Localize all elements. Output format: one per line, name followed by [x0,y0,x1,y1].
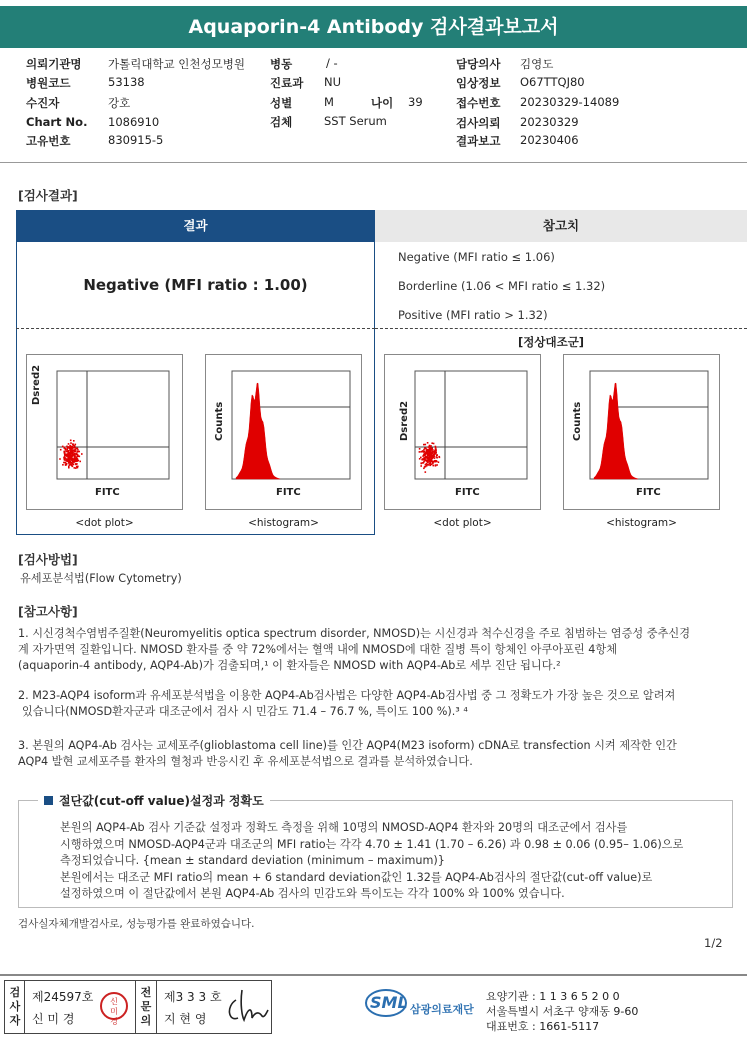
cutoff-body [60,820,720,903]
data-point [424,456,426,458]
tester-label [6,986,24,1028]
data-point [426,449,428,451]
data-point [419,451,421,453]
data-point [69,445,71,447]
data-point [75,444,77,446]
tester-seal-text: 신미경 [110,997,118,1026]
data-point [64,447,66,449]
data-point [420,462,422,464]
code-label: 병원코드 [26,76,71,90]
plot-caption: <dot plot> [75,517,134,529]
data-point [419,448,421,450]
ward-label: 병동 [270,57,293,71]
data-point [77,455,79,457]
data-point [435,449,437,451]
data-point [69,455,71,457]
data-point [77,451,79,453]
data-point [428,450,430,452]
data-point [69,462,71,464]
data-point [427,442,429,444]
cutoff-line-4: 본원에서는 대조군 MFI ratio의 mean + 6 standard deviation값인 1.32를 AQP4-Ab검사의 절단값(cut-off value)로 [60,870,653,884]
data-point [436,464,438,466]
divider [24,980,25,1034]
data-point [420,451,422,453]
data-point [425,444,427,446]
data-point [435,464,437,466]
sex-label: 성별 [270,96,293,110]
data-point [431,459,433,461]
lab-name: 삼광의료재단 [410,1003,474,1016]
data-point [68,443,70,445]
data-point [76,466,78,468]
histogram-peak [236,383,280,479]
data-point [433,465,435,467]
data-point [431,456,433,458]
note-2-line-1: 2. M23-AQP4 isoform과 유세포분석법을 이용한 AQP4-Ab검사법은 다양한 AQP4-Ab검사법 중 그 정확도가 가장 높은 것으로 알려져 [18,689,676,702]
data-point [429,463,431,465]
data-point [433,454,435,456]
data-point [75,450,77,452]
data-point [66,449,68,451]
data-point [423,468,425,470]
physician-label-text: 전문의 [140,986,152,1027]
data-point [71,446,73,448]
data-point [423,449,425,451]
reference-borderline: Borderline (1.06 < MFI ratio ≤ 1.32) [398,279,606,293]
data-point [62,446,64,448]
data-point [428,452,430,454]
data-point [423,458,425,460]
data-point [68,460,70,462]
data-point [432,449,434,451]
data-point [74,467,76,469]
sex-value: M [324,95,334,109]
y-axis-label: Counts [572,401,583,441]
hospital-label: 의뢰기관명 [26,57,82,71]
divider [156,980,157,1034]
cutoff-line-2: 시행하였으며 NMOSD-AQP4군과 대조군의 MFI ratio는 각각 4.70 ± 1.41 (1.70 – 6.26) 과 0.98 ± 0.06 (0.95– 1.06)으로 [60,837,684,851]
data-point [435,451,437,453]
data-point [62,464,64,466]
data-point [70,458,72,460]
normal-control-label: [정상대조군] [518,335,585,349]
data-point [70,440,72,442]
data-point [423,462,425,464]
data-point [75,467,77,469]
data-point [430,450,432,452]
data-point [431,448,433,450]
data-point [79,456,81,458]
data-point [77,454,79,456]
specimen-value: SST Serum [324,114,387,128]
x-axis-label: FITC [276,487,301,498]
data-point [73,440,75,442]
result-divider-right [375,328,747,329]
histogram-peak [594,383,638,479]
data-point [69,447,71,449]
data-point [421,459,423,461]
receipt-label: 접수번호 [456,96,501,110]
lab-info-2: 서울특별시 서초구 양재동 9-60 [486,1005,639,1018]
receipt-value: 20230329-14089 [520,95,620,109]
data-point [68,457,70,459]
data-point [71,456,73,458]
physician-label [137,986,155,1028]
patient-dot-plot [26,354,183,510]
data-point [64,456,66,458]
cutoff-line-3: 측정되었습니다. {mean ± standard deviation (minimum – maximum)} [60,854,445,867]
data-point [433,443,435,445]
patient-histogram [205,354,362,510]
data-point [76,460,78,462]
divider [135,980,136,1034]
data-point [69,464,71,466]
chart-value: 1086910 [108,115,160,129]
data-point [65,451,67,453]
data-point [68,466,70,468]
physician-signature-icon [222,984,270,1030]
note-1-line-1: 1. 시신경척수염범주질환(Neuromyelitis optica spectrum disorder, NMOSD)는 시신경과 척수신경을 주로 침범하는 염증성 중추신경 [18,627,690,640]
data-point [59,458,61,460]
sml-logo [364,985,480,1028]
data-point [72,447,74,449]
code-value: 53138 [108,75,145,89]
data-point [422,451,424,453]
result-column-header: 결과 [16,210,375,242]
physician-name: 지 현 영 [164,1012,207,1026]
unique-value: 830915-5 [108,133,164,147]
note-3-line-1: 3. 본원의 AQP4-Ab 검사는 교세포주(glioblastoma cell line)를 인간 AQP4(M23 isoform) cDNA로 transfection 시켜 제작한 인간 [18,739,677,752]
data-point [75,463,77,465]
data-point [74,453,76,455]
result-value: Negative (MFI ratio : 1.00) [83,276,308,294]
control-dot-plot [384,354,541,510]
data-point [73,459,75,461]
dot-cluster [59,440,82,469]
sml-logo-text: SML [370,993,408,1012]
dept-value: NU [324,75,342,89]
data-point [77,449,79,451]
data-point [426,453,428,455]
data-point [79,461,81,463]
data-point [427,455,429,457]
square-bullet-icon [44,796,53,805]
y-axis-label: Dsred2 [31,364,42,405]
data-point [427,461,429,463]
data-point [436,457,438,459]
data-point [70,453,72,455]
doctor-value: 김영도 [520,57,554,71]
request-label: 검사의뢰 [456,116,501,130]
plot-frame [415,371,527,479]
data-point [71,450,73,452]
physician-license: 제3 3 3 호 [164,990,222,1004]
specimen-label: 검체 [270,115,293,129]
data-point [419,458,421,460]
data-point [78,451,80,453]
ward-value: / - [326,56,338,70]
header-divider [0,162,747,163]
data-point [431,461,433,463]
data-point [425,471,427,473]
data-point [72,459,74,461]
data-point [425,451,427,453]
request-value: 20230329 [520,115,579,129]
tester-label-text: 검사자 [9,986,21,1027]
data-point [420,457,422,459]
data-point [64,452,66,454]
age-value: 39 [408,95,423,109]
data-point [60,449,62,451]
data-point [75,457,77,459]
data-point [65,449,67,451]
tester-name: 신 미 경 [32,1012,75,1026]
data-point [432,463,434,465]
y-axis-label: Dsred2 [399,400,410,441]
age-label: 나이 [371,96,394,110]
data-point [64,459,66,461]
data-point [431,442,433,444]
data-point [426,460,428,462]
cutoff-title [38,792,270,809]
data-point [430,454,432,456]
clinical-label: 임상정보 [456,76,501,90]
data-point [430,452,432,454]
data-point [439,457,441,459]
data-point [429,454,431,456]
x-axis-label: FITC [95,487,120,498]
chart-label: Chart No. [26,115,88,129]
cutoff-line-5: 설정하였으며 이 절단값에서 본원 AQP4-Ab 검사의 민감도와 특이도는 각각 100% 와 100% 였습니다. [60,887,565,900]
lab-info-3: 대표번호 : 1661-5117 [486,1020,600,1033]
x-axis-label: FITC [636,487,661,498]
y-axis-label: Counts [214,401,225,441]
patient-value: 강호 [108,96,131,110]
data-point [75,459,77,461]
data-point [420,465,422,467]
data-point [438,461,440,463]
data-point [429,445,431,447]
reference-column-header: 참고치 [375,210,747,242]
control-histogram [563,354,720,510]
report-date-label: 결과보고 [456,134,501,148]
plot-caption: <histogram> [248,517,319,529]
data-point [63,462,65,464]
note-3-line-2: AQP4 발현 교세포주를 환자의 혈청과 반응시킨 후 유세포분석법으로 결과를 분석하였습니다. [18,755,473,768]
data-point [435,447,437,449]
method-section-title: [검사방법] [18,552,78,567]
lab-info-1: 요양기관 : 1 1 3 6 5 2 0 0 [486,990,620,1003]
tester-seal-icon [100,992,128,1026]
note-1-line-3: (aquaporin-4 antibody, AQP4-Ab)가 검출되며,¹ 이 환자들은 NMOSD with AQP4-Ab로 세부 진단 됩니다.² [18,659,561,672]
note-2-line-2: 있습니다(NMOSD환자군과 대조군에서 검사 시 민감도 71.4 – 76.7 %, 특이도 100 %).³ ⁴ [22,705,468,718]
data-point [427,464,429,466]
data-point [70,442,72,444]
data-point [423,454,425,456]
data-point [432,451,434,453]
data-point [434,452,436,454]
unique-label: 고유번호 [26,134,71,148]
data-point [65,462,67,464]
reference-negative: Negative (MFI ratio ≤ 1.06) [398,250,555,264]
data-point [81,453,83,455]
cutoff-line-1: 본원의 AQP4-Ab 검사 기준값 설정과 정확도 측정을 위해 10명의 NMOSD-AQP4 환자와 20명의 대조군에서 검사를 [60,821,628,834]
data-point [65,454,67,456]
report-title: Aquaporin-4 Antibody 검사결과보고서 [0,6,747,48]
data-point [436,454,438,456]
data-point [66,463,68,465]
method-text: 유세포분석법(Flow Cytometry) [20,572,182,585]
results-section-title: [검사결과] [18,188,78,203]
tester-license: 제24597호 [32,990,94,1004]
data-point [76,453,78,455]
cutoff-title-text: 절단값(cut-off value)설정과 정확도 [59,794,264,808]
data-point [429,465,431,467]
dept-label: 진료과 [270,76,304,90]
patient-label: 수진자 [26,96,60,110]
footer-note: 검사실자체개발검사로, 성능평가를 완료하였습니다. [18,918,255,930]
reference-positive: Positive (MFI ratio > 1.32) [398,308,548,322]
x-axis-label: FITC [455,487,480,498]
data-point [68,454,70,456]
report-date-value: 20230406 [520,133,579,147]
note-1-line-2: 계 자가면역 질환입니다. NMOSD 환자를 중 약 72%에서는 혈액 내에 NMOSD에 대한 질병 특이 항체인 아쿠아포린 4항체 [18,643,618,656]
data-point [424,466,426,468]
clinical-value: O67TTQJ80 [520,75,585,89]
data-point [74,447,76,449]
page-number: 1/2 [704,936,723,950]
data-point [423,444,425,446]
result-divider-left [16,328,375,329]
hospital-value: 가톨릭대학교 인천성모병원 [108,57,245,71]
data-point [74,461,76,463]
notes-section-title: [참고사항] [18,604,78,619]
doctor-label: 담당의사 [456,57,501,71]
plot-caption: <histogram> [606,517,677,529]
data-point [430,445,432,447]
data-point [434,461,436,463]
data-point [67,453,69,455]
plot-caption: <dot plot> [433,517,492,529]
